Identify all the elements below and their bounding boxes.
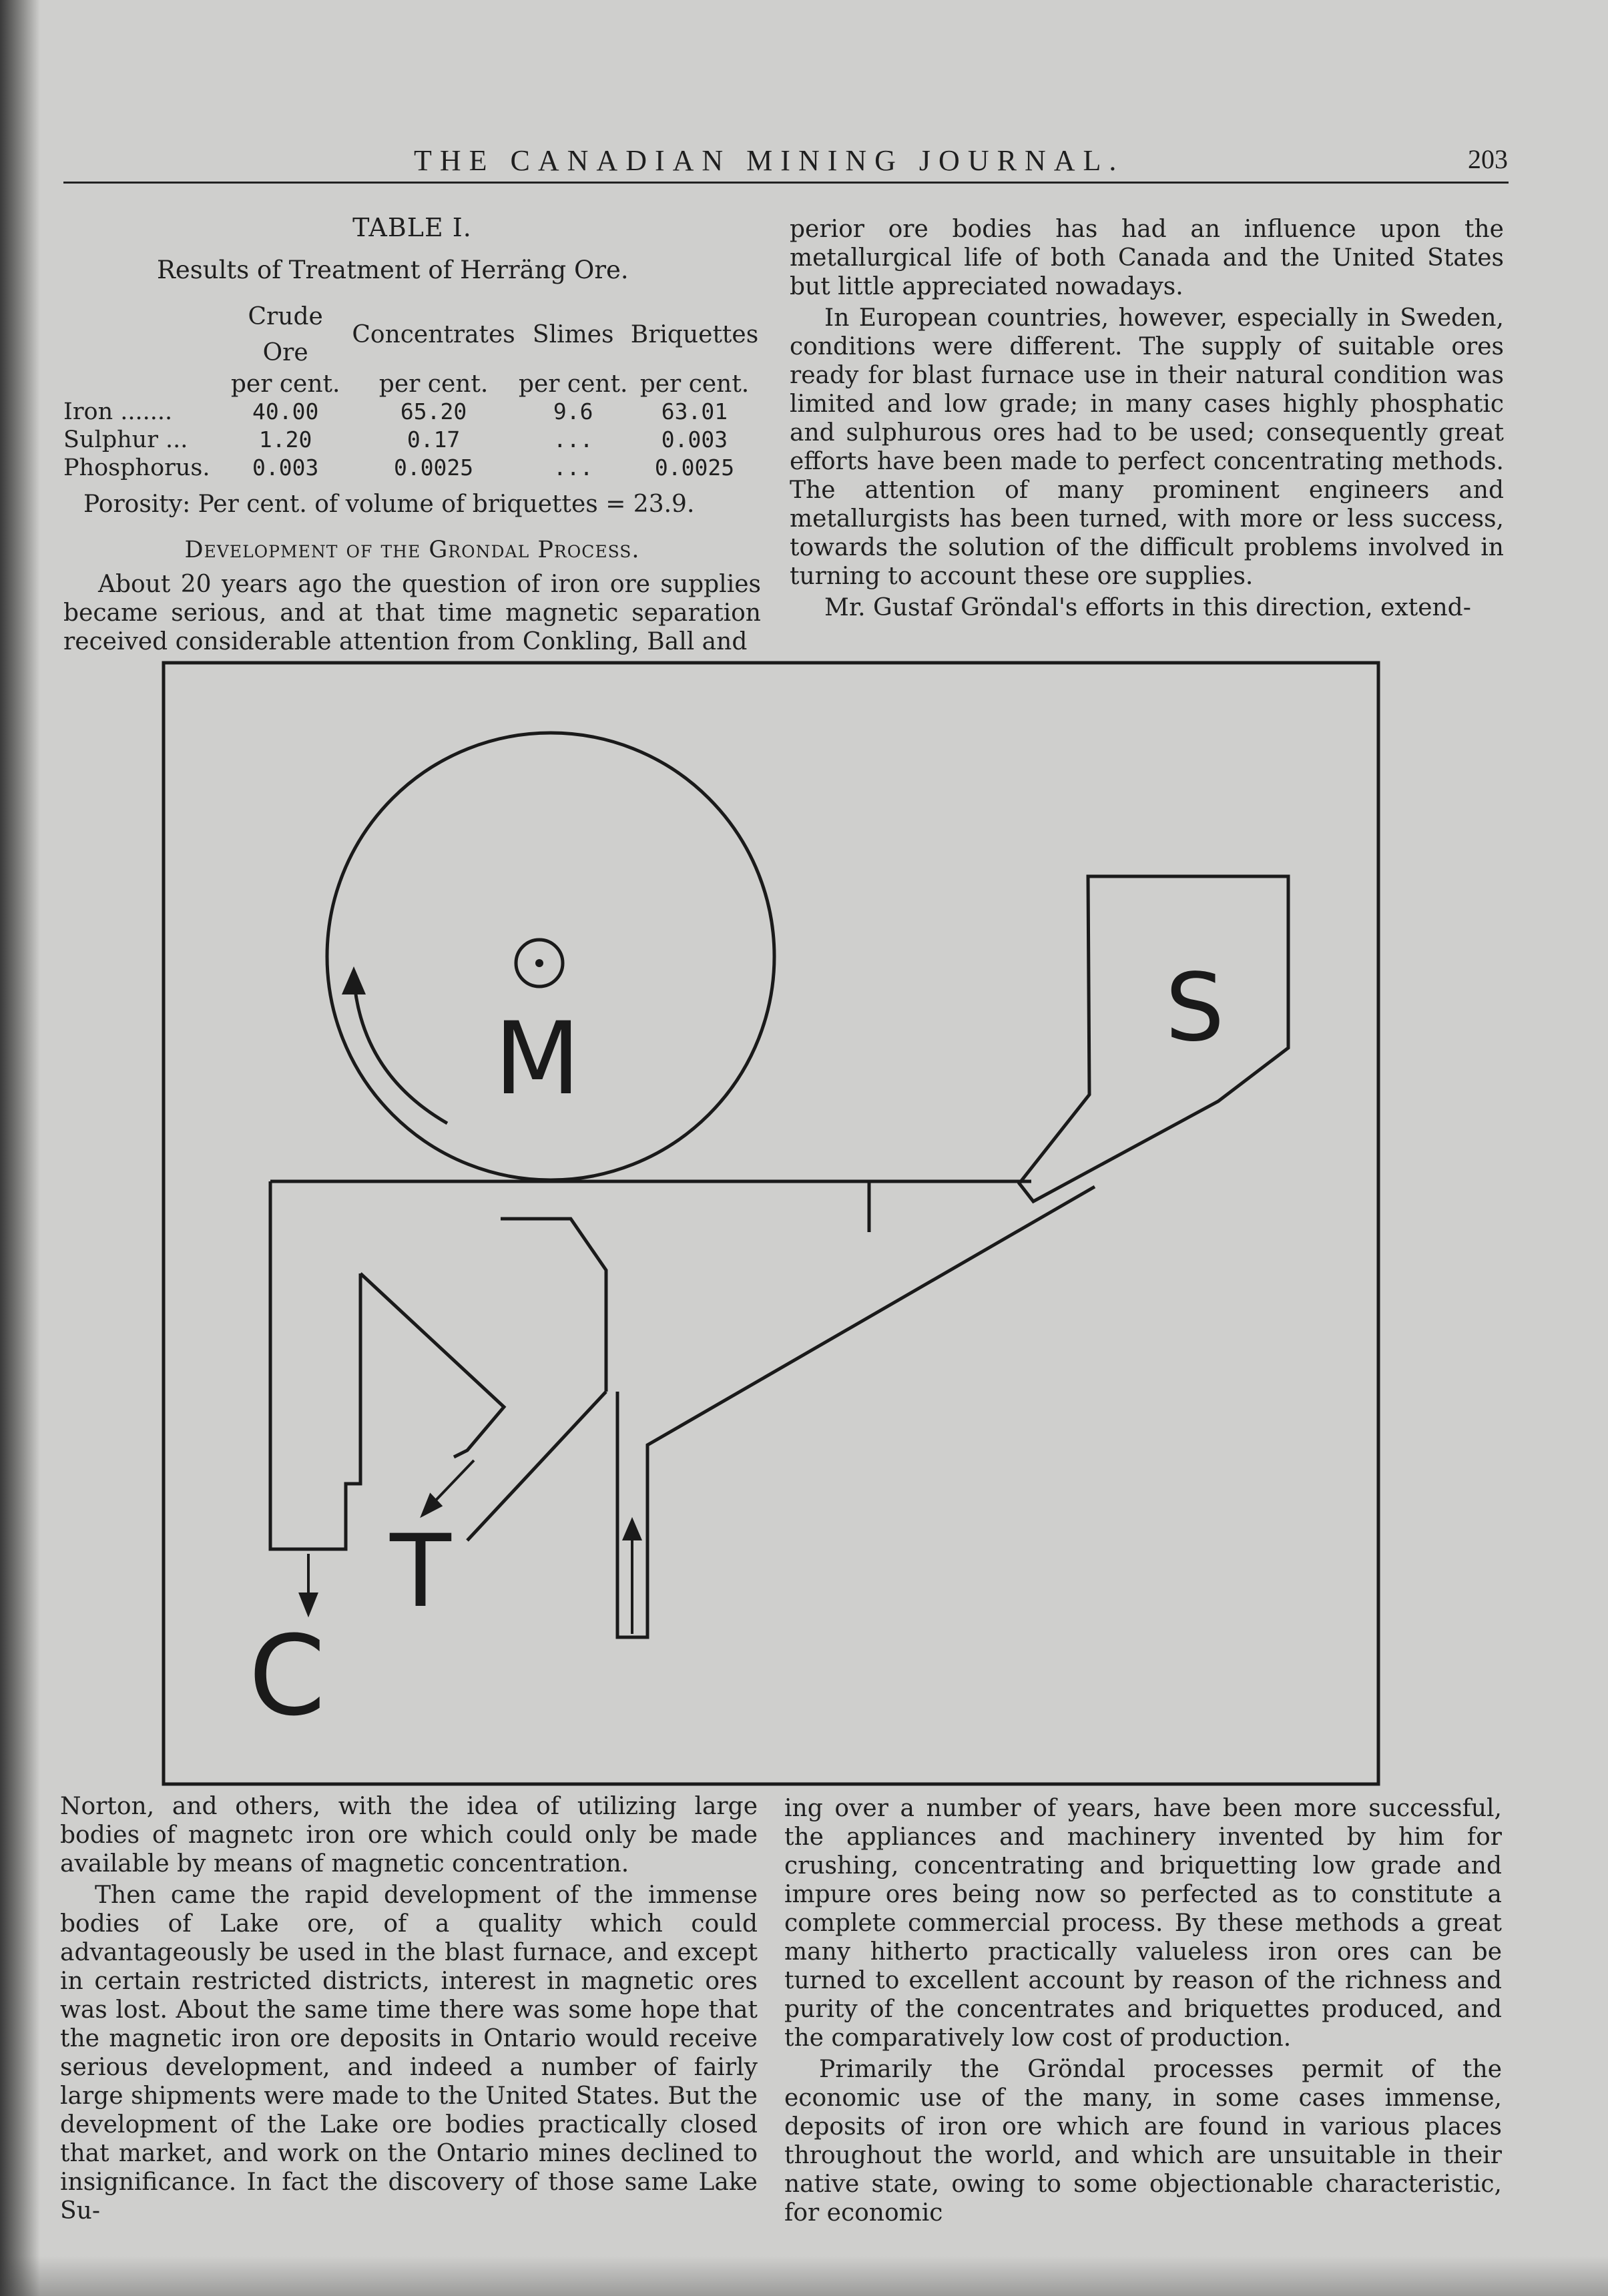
label-m: M <box>494 1001 581 1117</box>
paragraph: ing over a number of years, have been more successful, the appliances and machinery invented by him for crushing, concentrating and briquetting low grade and impure ores being now so perfected as to constitute a complete commercial process. By these methods a great many hitherto practically valueless iron ores can be turned to excellent account by reason of the richness and purity of the concentrates and briquettes produced, and the comparatively low cost of production. <box>784 1795 1502 2052</box>
table-row <box>63 398 761 426</box>
left-column-top <box>63 214 761 659</box>
table-cell: 9.6 <box>553 398 593 424</box>
table-cell: 1.20 <box>258 426 312 453</box>
page-number: 203 <box>1468 144 1508 174</box>
section-heading: Development of the Grondal Process. <box>184 537 640 563</box>
paragraph: Norton, and others, with the idea of utilizing large bodies of magnetc iron ore which could only be made available by means of magnetic concentration. <box>60 1793 758 1878</box>
axle-center <box>535 959 543 967</box>
column-header: Briquettes <box>630 321 759 348</box>
left-column-bottom <box>60 1792 758 2228</box>
table-cell: 0.003 <box>661 426 728 453</box>
table-cell: 0.0025 <box>393 455 474 481</box>
table-cell: ... <box>553 455 593 481</box>
feed-arrowhead <box>624 1520 640 1539</box>
feed-chute <box>617 1187 1095 1637</box>
tailings-wall <box>467 1392 606 1540</box>
label-t: T <box>390 1514 451 1630</box>
row-label: Sulphur ... <box>63 426 188 453</box>
concentrate-arrowhead <box>300 1594 316 1614</box>
column-unit: per cent. <box>378 370 489 398</box>
paragraph: Primarily the Gröndal processes permit of the economic use of the many, in some cases immense, deposits of iron ore which are found in various places throughout the world, and which are unsuitable in their native state, owing to some objectionable characteristic, for economic <box>784 2056 1502 2227</box>
label-c: C <box>248 1612 326 1740</box>
paragraph: perior ore bodies has had an influence upon the metallurgical life of both Canada and the United States but little appreciated nowadays. <box>790 216 1504 300</box>
column-header: Slimes <box>532 321 614 348</box>
tailings-arrow <box>431 1460 474 1506</box>
table-cell: 0.0025 <box>654 455 735 481</box>
results-table <box>63 299 761 482</box>
column-header: Concentrates <box>352 321 515 348</box>
column-unit: per cent. <box>518 370 628 398</box>
table-header-row <box>63 299 761 371</box>
separator-diagram <box>160 659 1382 1787</box>
table-cell: 0.17 <box>407 426 461 453</box>
table-row <box>63 454 761 482</box>
paragraph: In European countries, however, especially in Sweden, conditions were different. The supply of suitable ores ready for blast furnace use in their natural condition was limited and low grade; in many cases highly phosphatic and sulphurous ores had to be used; consequently great efforts have been made to perfect concentrating methods. The attention of many prominent engineers and metallurgists has been turned, with more or less success, towards the solution of the difficult problems involved in turning to account these ore supplies. <box>790 304 1504 590</box>
paragraph: Then came the rapid development of the immense bodies of Lake ore, of a quality which could advantageously be used in the blast furnace, and except in certain restricted districts, interest in magnetic ores was lost. About the same time there was some hope that the magnetic iron ore deposits in Ontario would receive serious development, and indeed a number of fairly large shipments were made to the United States. But the development of the Lake ore bodies practically closed that market, and work on the Ontario mines declined to insignificance. In fact the discovery of those same Lake Su- <box>60 1882 758 2225</box>
inner-wall <box>501 1219 606 1392</box>
porosity-note: Porosity: Per cent. of volume of briquettes = 23.9. <box>83 491 695 518</box>
table-cell: 40.00 <box>252 398 319 424</box>
concentrate-chute <box>270 1181 360 1549</box>
paragraph: About 20 years ago the question of iron ore supplies became serious, and at that time magnetic separation received considerable attention from Conkling, Ball and <box>63 571 761 655</box>
figure-border <box>164 663 1378 1784</box>
header-rule <box>63 182 1509 184</box>
table-row <box>63 426 761 454</box>
tailings-chute <box>360 1273 504 1457</box>
table-cell: 0.003 <box>252 455 319 481</box>
table-units-row <box>63 371 761 398</box>
label-s: S <box>1165 954 1225 1063</box>
page-binding-shadow <box>0 0 40 2296</box>
column-unit: per cent. <box>639 370 750 398</box>
right-column-top <box>790 215 1504 625</box>
page-bottom-shadow <box>0 2256 1608 2296</box>
row-label: Iron ....... <box>63 398 173 425</box>
right-column-bottom <box>784 1794 1502 2230</box>
table-cell: 65.20 <box>400 398 467 424</box>
table-cell: 63.01 <box>661 398 728 424</box>
rotation-arrowhead <box>344 970 364 993</box>
hopper-outline <box>1019 876 1288 1201</box>
rotation-arrow <box>354 976 447 1123</box>
table-title: TABLE I. <box>352 213 472 242</box>
column-header: Crude Ore <box>248 303 323 366</box>
running-title: THE CANADIAN MINING JOURNAL. <box>414 144 1125 177</box>
paragraph: Mr. Gustaf Gröndal's efforts in this direction, extend- <box>824 594 1471 621</box>
column-unit: per cent. <box>230 370 340 398</box>
row-label: Phosphorus. <box>63 455 210 481</box>
table-cell: ... <box>553 426 593 453</box>
table-subtitle: Results of Treatment of Herräng Ore. <box>157 256 629 284</box>
